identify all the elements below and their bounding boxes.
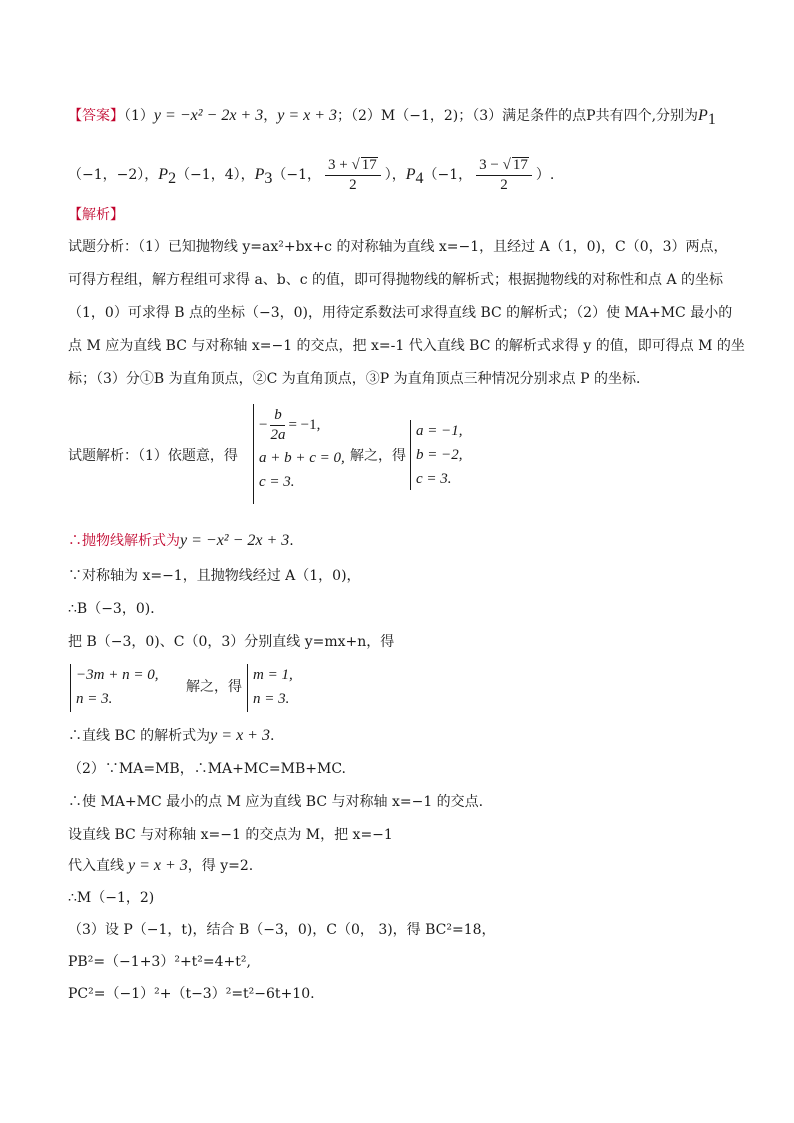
sys1-b-text: a + b + c = 0, [259, 450, 345, 466]
system1-eq-a: − $\frac{b}{2a}$ = −1, [259, 407, 321, 443]
analysis-line-4: 点 M 应为直线 BC 与对称轴 x=−1 的交点，把 x=-1 代入直线 BC 的解析式求得 y 的值，即可得点 M 的坐 [68, 338, 745, 354]
analysis-line-5: 标；（3）分①B 为直角顶点，②C 为直角顶点，③P 为直角顶点三种情况分别求点 P 的坐标． [68, 371, 650, 387]
system1-brace [253, 404, 254, 504]
part2-sub-b: ，得 y=2. [187, 858, 254, 874]
parabola-line [68, 531, 294, 551]
answer-p4-coord-close: ）. [535, 167, 555, 183]
answer-p4-label: P [405, 166, 416, 183]
bc-label: ∴直线 BC 的解析式为 [68, 728, 211, 744]
solve2-text: 解之，得 [186, 679, 242, 695]
result1-a [416, 421, 463, 441]
answer-fraction-minus: $\frac{3 - √ 17}{2}$ [476, 156, 532, 194]
answer-p2-label: P [158, 166, 169, 183]
answer-line-1 [68, 106, 716, 126]
result1-brace [410, 420, 411, 490]
pb-line: PB²=（−1+3）²+t²=4+t², [68, 954, 251, 970]
b-point-line: ∴B（−3，0)． [68, 601, 165, 617]
analysis-tag: 【解析】 [68, 207, 124, 223]
answer-p4-sub: 4 [415, 170, 424, 187]
result2-a [253, 665, 293, 685]
frac-minus-sqrt: 17 [512, 157, 528, 173]
part2-line: （2）∵MA=MB，∴MA+MC=MB+MC. [68, 761, 347, 777]
frac-minus-den: 2 [500, 177, 508, 193]
res1-b-text: b = −2, [416, 447, 463, 463]
system1-eq-b [259, 448, 345, 468]
sys1-frac-num: b [270, 406, 285, 426]
m-point-line: ∴M（−1，2) [68, 890, 155, 906]
res1-c-text: c = 3. [416, 471, 452, 487]
answer-p1-sub: 1 [707, 111, 716, 128]
frac-minus-num-a: 3 − [479, 157, 503, 173]
result2-brace [247, 664, 248, 712]
answer-sep: ， [263, 108, 278, 124]
part2-sub-line [68, 856, 253, 876]
answer-part2: ；（2）M（−1，2)；（3）满足条件的点P共有四个,分别为 [337, 108, 699, 124]
system2-eq-a [76, 665, 158, 685]
result1-b [416, 445, 463, 465]
parabola-end: . [289, 533, 294, 549]
answer-line-2 [68, 156, 554, 194]
answer-p2-coord: （−1，4）， [176, 167, 255, 183]
sys1-frac-den: 2a [270, 427, 286, 443]
system1-eq-c [259, 472, 295, 492]
parabola-label: ∴抛物线解析式为 [68, 533, 180, 549]
res2-a-text: m = 1, [253, 667, 293, 683]
answer-eq-line: y = x + 3 [277, 107, 338, 124]
parabola-eq: y = −x² − 2x + 3 [180, 532, 290, 549]
part2-set-line: 设直线 BC 与对称轴 x=−1 的交点为 M，把 x=−1 [68, 827, 393, 843]
frac-plus-num-a: 3 + [328, 157, 352, 173]
answer-p3-coord-open: （−1， [272, 167, 322, 183]
answer-p3-label: P [254, 166, 265, 183]
analysis-line-2: 可得方程组，解方程组可求得 a、b、c 的值，即可得抛物线的解析式；根据抛物线的对称性和点 A 的坐标 [68, 272, 724, 288]
answer-p1-coord: （−1，−2）， [68, 167, 159, 183]
bc-end: . [269, 728, 275, 744]
answer-eq-parabola: y = −x² − 2x + 3 [153, 107, 264, 124]
part3-line: （3）设 P（−1，t)，结合 B（−3，0)，C（0， 3)，得 BC²=18， [68, 922, 496, 938]
res1-a-text: a = −1, [416, 423, 463, 439]
substitute-line: 把 B（−3，0)、C（0，3）分别直线 y=mx+n，得 [68, 634, 395, 650]
frac-plus-sqrt: 17 [361, 157, 377, 173]
answer-p3-coord-close: ）， [384, 167, 406, 183]
result1-c [416, 469, 452, 489]
sys1-c-text: c = 3. [259, 474, 295, 490]
solution-intro: 试题解析：（1）依题意，得 [68, 448, 238, 464]
system2-brace [70, 664, 71, 712]
part2-sub-eq: y = x + 3 [128, 857, 188, 874]
sys2-a-text: −3m + n = 0, [76, 667, 159, 683]
answer-tag: 【答案】 [68, 108, 124, 124]
answer-fraction-plus: $\frac{3 + √ 17}{2}$ [325, 156, 381, 194]
bc-eq: y = x + 3 [210, 727, 270, 744]
part2-sub-a: 代入直线 [68, 858, 124, 874]
part2-min-line: ∴使 MA+MC 最小的点 M 应为直线 BC 与对称轴 x=−1 的交点. [68, 794, 484, 810]
solve1-text: 解之，得 [350, 448, 406, 464]
answer-p2-sub: 2 [168, 170, 177, 187]
analysis-line-1: 试题分析：（1）已知抛物线 y=ax²+bx+c 的对称轴为直线 x=−1，且经过 A（1，0)，C（0，3）两点， [68, 239, 728, 255]
answer-part1: （1） [124, 108, 154, 124]
res2-b-text: n = 3. [253, 691, 290, 707]
answer-p3-sub: 3 [264, 170, 273, 187]
sys2-b-text: n = 3. [76, 691, 113, 707]
bc-line [68, 726, 274, 746]
answer-p1-label: P [698, 107, 708, 124]
sys1-a-rhs: = −1, [288, 417, 321, 433]
frac-plus-den: 2 [349, 177, 357, 193]
system2-eq-b [76, 689, 112, 709]
pc-line: PC²=（−1）²+（t−3）²=t²−6t+10. [68, 986, 315, 1002]
analysis-line-3: （1，0）可求得 B 点的坐标（−3，0)，用待定系数法可求得直线 BC 的解析式；（2）使 MA+MC 最小的 [68, 305, 733, 321]
axis-line: ∵对称轴为 x=−1，且抛物线经过 A（1，0)， [68, 568, 361, 584]
result2-b [253, 689, 289, 709]
answer-p4-coord-open: （−1， [423, 167, 473, 183]
